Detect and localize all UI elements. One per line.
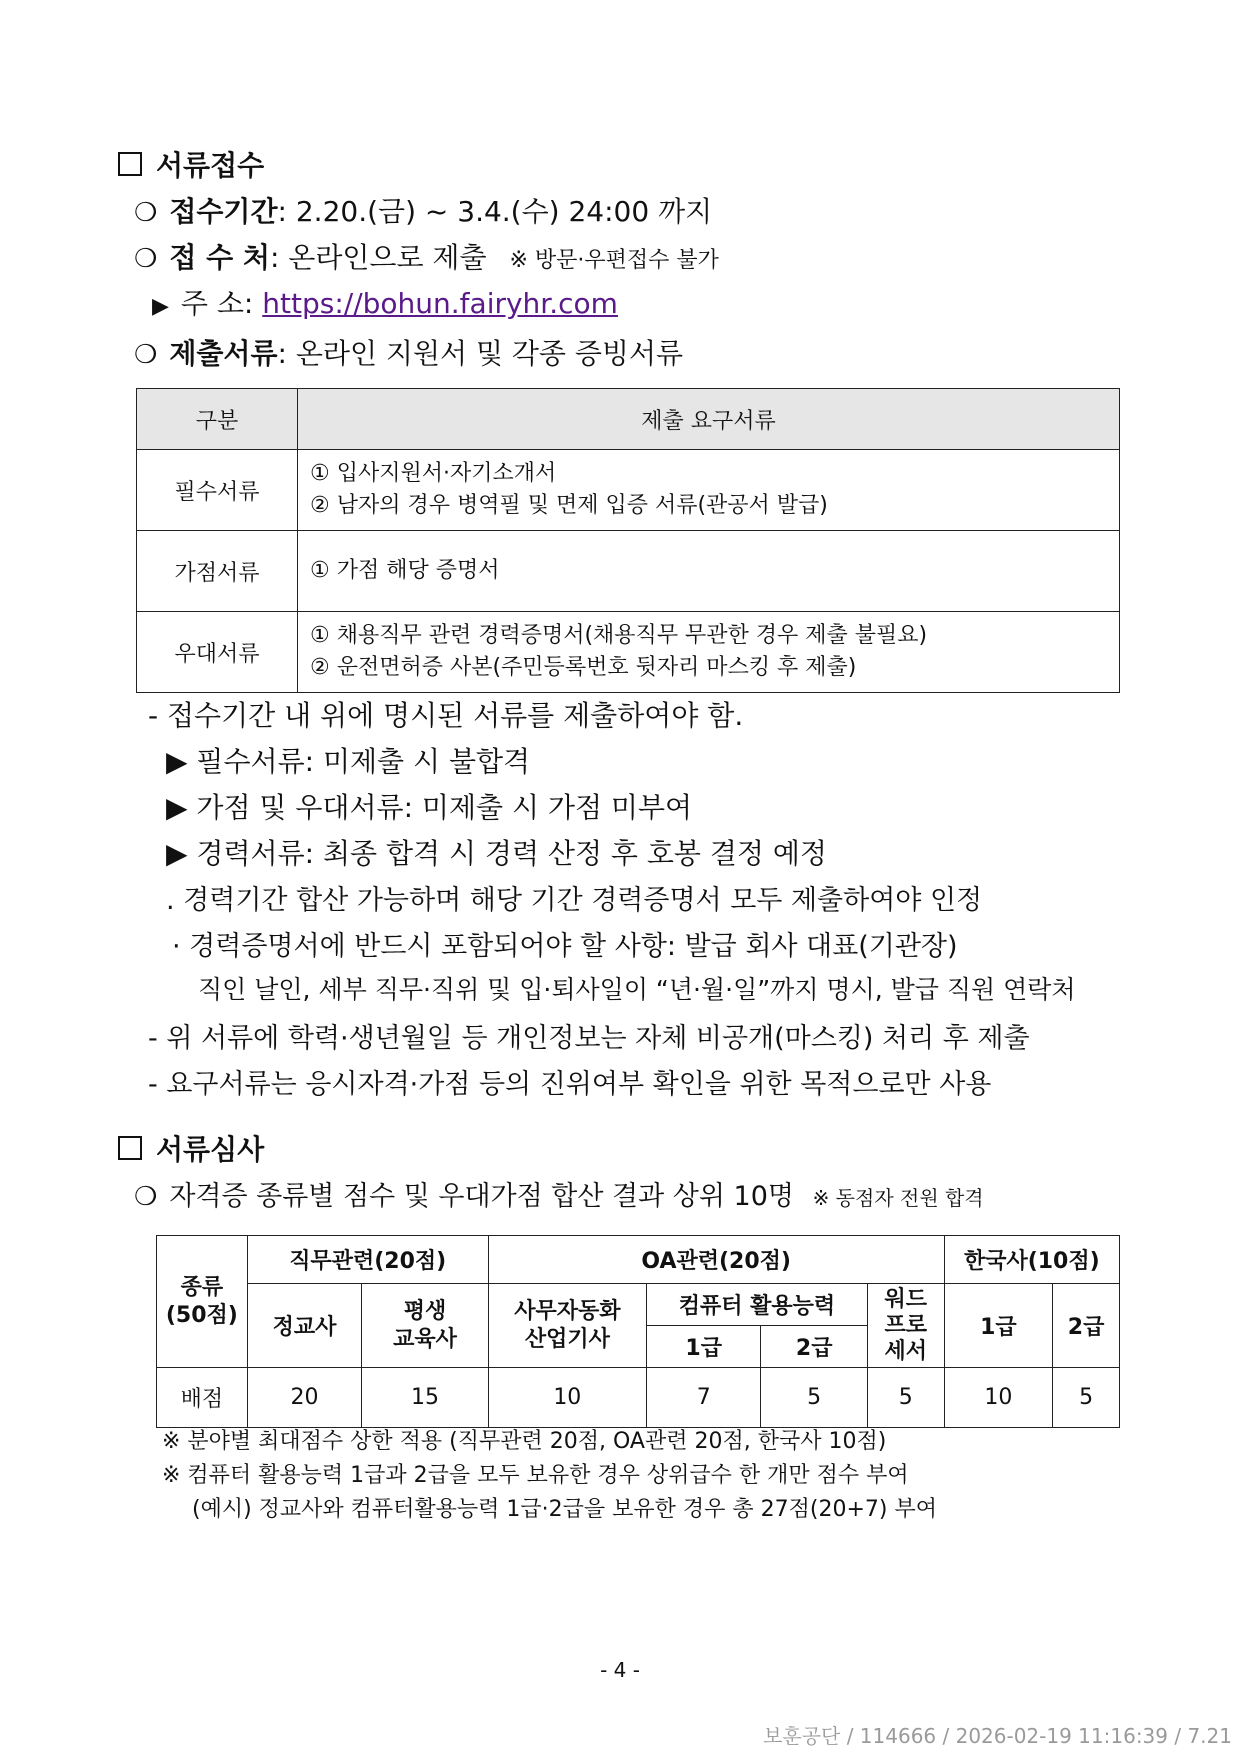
page-number: - 4 -: [600, 1658, 640, 1682]
circle-bullet-icon: ❍: [134, 198, 158, 228]
score-cell: 15: [362, 1368, 488, 1428]
list-item: ① 채용직무 관련 경력증명서(채용직무 무관한 경우 제출 불필요): [310, 623, 928, 648]
note-line: 직인 날인, 세부 직무·직위 및 입·퇴사일이 “년·월·일”까지 명시, 발급 직원 연락처: [198, 975, 1076, 1004]
checkbox-square-icon: [118, 1136, 142, 1160]
note-line: - 접수기간 내 위에 명시된 서류를 제출하여야 함.: [148, 699, 744, 732]
note-line: ※ 분야별 최대점수 상한 적용 (직무관련 20점, OA관련 20점, 한국사 10점): [162, 1429, 887, 1454]
col-computer-grade2: 2급: [761, 1326, 868, 1368]
table-header-category: 구분: [137, 389, 298, 450]
score-cell: 5: [1053, 1368, 1120, 1428]
row-items: [298, 450, 1120, 531]
reception-place-note: ※ 방문·우편접수 불가: [509, 248, 719, 273]
score-cell: 5: [761, 1368, 868, 1428]
checkbox-square-icon: [118, 152, 142, 176]
list-item: ① 가점 해당 증명서: [310, 558, 500, 583]
list-item: ① 입사지원서·자기소개서: [310, 461, 557, 486]
score-cell: 5: [867, 1368, 944, 1428]
table-row: [137, 612, 1120, 693]
score-cell: 10: [944, 1368, 1053, 1428]
list-item: ② 운전면허증 사본(주민등록번호 뒷자리 마스킹 후 제출): [310, 655, 857, 680]
group-header-oa: OA관련(20점): [488, 1236, 944, 1284]
screening-criteria-line: ❍ 자격증 종류별 점수 및 우대가점 합산 결과 상위 10명 ※ 동점자 전원 합격: [134, 1181, 984, 1212]
section-heading-document-screening: 서류심사: [118, 1128, 264, 1168]
note-line: ▶ 필수서류: 미제출 시 불합격: [166, 745, 531, 778]
table-row: [157, 1368, 1120, 1428]
row-items: [298, 531, 1120, 612]
section-heading-document-reception: 서류접수: [118, 144, 264, 184]
col-lifelong-educator: 평생 교육사: [362, 1284, 488, 1368]
row-label: 배점: [157, 1368, 248, 1428]
list-item: ② 남자의 경우 병역필 및 면제 입증 서류(관공서 발급): [310, 493, 828, 518]
score-cell: 20: [247, 1368, 362, 1428]
col-computer-grade1: 1급: [646, 1326, 760, 1368]
table-header-documents: 제출 요구서류: [298, 389, 1120, 450]
reception-period-line: ❍ 접수기간: 2.20.(금) ~ 3.4.(수) 24:00 까지: [134, 195, 713, 228]
col-history-grade1: 1급: [944, 1284, 1053, 1368]
certificate-score-table: [156, 1235, 1120, 1428]
screening-note: ※ 동점자 전원 합격: [812, 1186, 984, 1210]
row-label: 가점서류: [137, 531, 298, 612]
note-line: ▶ 경력서류: 최종 합격 시 경력 산정 후 호봉 결정 예정: [166, 837, 827, 870]
application-site-link[interactable]: https://bohun.fairyhr.com: [262, 287, 618, 320]
group-header-job: 직무관련(20점): [247, 1236, 488, 1284]
note-line: (예시) 정교사와 컴퓨터활용능력 1급·2급을 보유한 경우 총 27점(20+7) 부여: [192, 1497, 937, 1522]
col-history-grade2: 2급: [1053, 1284, 1120, 1368]
table-row: [137, 450, 1120, 531]
group-header-history: 한국사(10점): [944, 1236, 1119, 1284]
required-documents-table: [136, 388, 1120, 693]
col-office-automation: 사무자동화 산업기사: [488, 1284, 646, 1368]
note-line: . 경력기간 합산 가능하며 해당 기간 경력증명서 모두 제출하여야 인정: [166, 885, 983, 916]
note-line: ※ 컴퓨터 활용능력 1급과 2급을 모두 보유한 경우 상위급수 한 개만 점수 부여: [162, 1463, 909, 1488]
row-label: 필수서류: [137, 450, 298, 531]
circle-bullet-icon: ❍: [134, 340, 158, 370]
score-cell: 7: [646, 1368, 760, 1428]
address-line: ▶ 주 소: https://bohun.fairyhr.com: [152, 287, 618, 320]
circle-bullet-icon: ❍: [134, 1182, 158, 1212]
circle-bullet-icon: ❍: [134, 244, 158, 274]
footer-watermark: 보훈공단 / 114666 / 2026-02-19 11:16:39 / 7.21: [763, 1724, 1232, 1748]
table-row: [137, 531, 1120, 612]
submission-documents-line: ❍ 제출서류: 온라인 지원서 및 각종 증빙서류: [134, 337, 684, 370]
note-line: · 경력증명서에 반드시 포함되어야 할 사항: 발급 회사 대표(기관장): [172, 931, 958, 962]
row-label: 우대서류: [137, 612, 298, 693]
triangle-bullet-icon: ▶: [152, 294, 169, 319]
note-line: - 위 서류에 학력·생년월일 등 개인정보는 자체 비공개(마스킹) 처리 후 제출: [148, 1023, 1030, 1054]
note-line: - 요구서류는 응시자격·가점 등의 진위여부 확인을 위한 목적으로만 사용: [148, 1069, 992, 1100]
reception-place-line: ❍ 접 수 처: 온라인으로 제출 ※ 방문·우편접수 불가: [134, 241, 719, 274]
type-header: 종류 (50점): [157, 1236, 248, 1368]
col-teacher: 정교사: [247, 1284, 362, 1368]
row-items: [298, 612, 1120, 693]
note-line: ▶ 가점 및 우대서류: 미제출 시 가점 미부여: [166, 791, 693, 824]
col-word-processor: 워드 프로 세서: [867, 1284, 944, 1368]
score-cell: 10: [488, 1368, 646, 1428]
col-computer-literacy: 컴퓨터 활용능력: [646, 1284, 867, 1326]
